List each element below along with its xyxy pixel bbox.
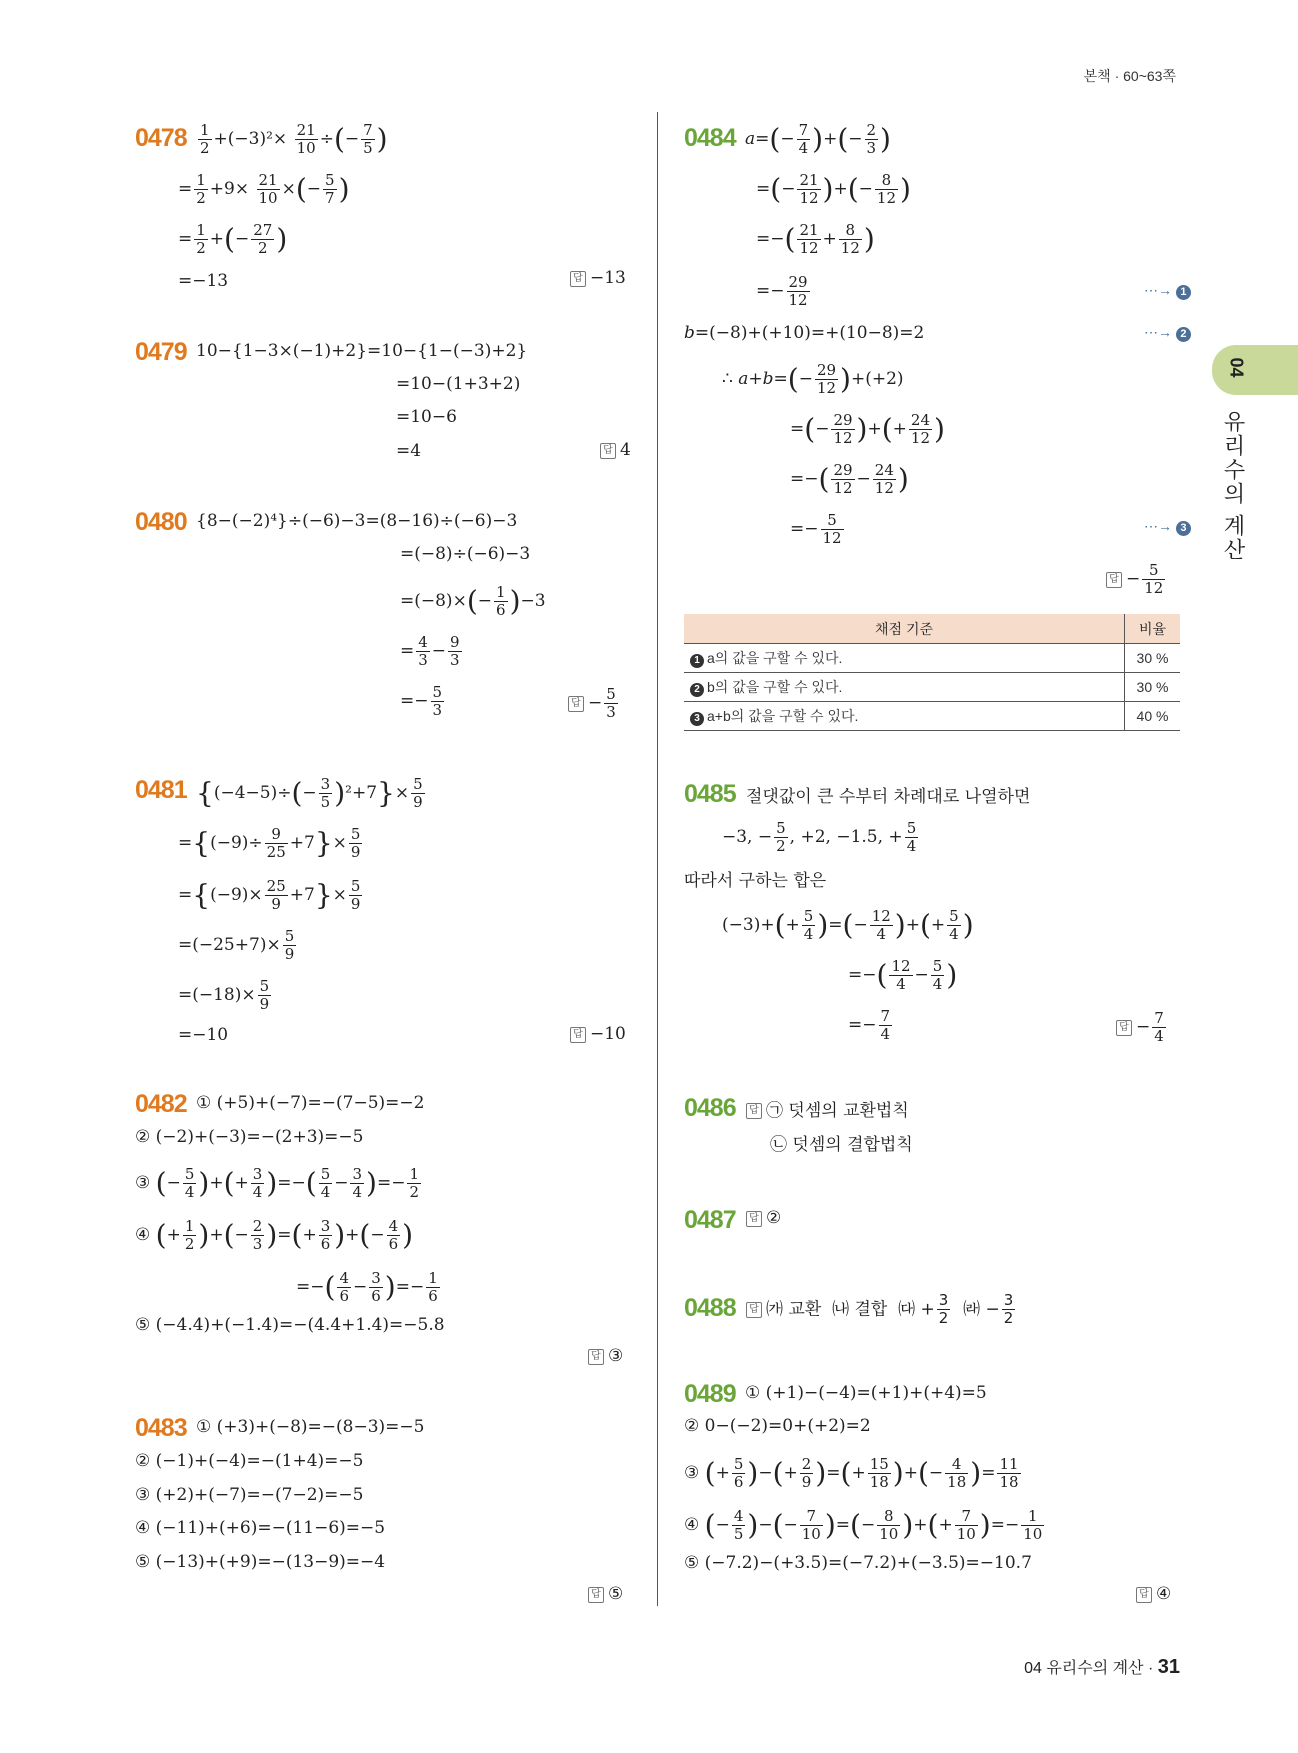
solution-line: ⑤ (−7.2)−(+3.5)=(−7.2)+(−3.5)=−10.7 [684, 1553, 1032, 1573]
solution-line: ④ (+ $\frac{1}{2}$ )+(− $\frac{2}{3}$ )=(+ $\frac{3}{6}$ )+(− $\frac{4}{6}$ ) [135, 1217, 414, 1253]
solution-line: a=(− $\frac{7}{4}$ )+(− $\frac{2}{3}$ ) [745, 121, 891, 157]
solution-text: 따라서 구하는 합은 [684, 871, 827, 891]
solution-line: =10−(1+3+2) [396, 374, 521, 394]
problem-number: 0488 [684, 1294, 736, 1322]
solution-line: ∴ a+b=(− $\frac{29}{12}$ )+(+2) [722, 361, 904, 397]
solution-line: =−( $\frac{29}{12}$ − $\frac{24}{12}$ ) [790, 461, 909, 497]
solution-line: =−( $\frac{12}{4}$ − $\frac{5}{4}$ ) [848, 957, 958, 993]
problem-number: 0482 [135, 1090, 187, 1118]
solution-line: =−( $\frac{21}{12}$ + $\frac{8}{12}$ ) [756, 221, 875, 257]
solution-line: ① (+1)−(−4)=(+1)+(+4)=5 [745, 1383, 987, 1403]
answer: 답 − $\frac{5}{3}$ [568, 686, 620, 721]
answer: ㉡ 덧셈의 결합법칙 [770, 1135, 913, 1155]
page-header: 본책 · 60~63쪽 [1083, 68, 1176, 84]
solution-line: =(−8)×(− $\frac{1}{6}$ )−3 [400, 583, 546, 619]
solution-line: =(−25+7)× $\frac{5}{9}$ [178, 927, 295, 963]
problem-number: 0485 [684, 780, 736, 808]
solution-line: ③ (+2)+(−7)=−(7−2)=−5 [135, 1485, 364, 1505]
step-marker: ⋯→ 3 [1144, 518, 1191, 536]
solution-line: ③ (+ $\frac{5}{6}$ )−(+ $\frac{2}{9}$ )=(+ $\frac{15}{18}$ )+(− $\frac{4}{18}$ )= $\frac{11}{18}$ [684, 1455, 1019, 1491]
solution-line: ⑤ (−4.4)+(−1.4)=−(4.4+1.4)=−5.8 [135, 1315, 445, 1335]
solution-line: =4 [396, 441, 422, 461]
answer: 답 ㈎ 교환 ㈏ 결합 ㈐ + $\frac{3}{2}$ ㈑ − $\frac{3}{2}$ [746, 1292, 1017, 1327]
problem-number: 0484 [684, 124, 736, 152]
solution-line: {(−4−5)÷(− $\frac{3}{5}$ )²+7}× $\frac{5}{9}$ [196, 775, 423, 811]
chapter-tab-title: 유리수의 계산 [1221, 410, 1246, 563]
problem-number: 0480 [135, 508, 187, 536]
solution-line: ④ (−11)+(+6)=−(11−6)=−5 [135, 1518, 386, 1538]
solution-line: =(−8)÷(−6)−3 [400, 544, 531, 564]
chapter-tab-number: 04 [1226, 357, 1247, 378]
problem-number: 0478 [135, 124, 187, 152]
solution-line: ① (+3)+(−8)=−(8−3)=−5 [196, 1417, 425, 1437]
answer: 답 −10 [570, 1024, 626, 1044]
table-row: 3 a+b의 값을 구할 수 있다. 40 % [684, 702, 1180, 731]
solution-line: =− $\frac{5}{12}$ [790, 511, 842, 547]
answer: 답 − $\frac{7}{4}$ [1116, 1010, 1168, 1045]
answer: 답 ⑤ [588, 1584, 623, 1604]
solution-line: −3, − $\frac{5}{2}$ , +2, −1.5, + $\frac{5}{4}$ [722, 819, 917, 855]
solution-line: (−3)+(+ $\frac{5}{4}$ )=(− $\frac{12}{4}$ )+(+ $\frac{5}{4}$ ) [722, 907, 974, 943]
solution-line: =−( $\frac{4}{6}$ − $\frac{3}{6}$ )=− $\frac{1}{6}$ [296, 1269, 438, 1305]
answer: 답 ② [746, 1208, 781, 1228]
table-row: 1 a의 값을 구할 수 있다. 30 % [684, 644, 1180, 673]
solution-line: $\frac{1}{2}$ +(−3)²× $\frac{21}{10}$ ÷(− $\frac{7}{5}$ ) [200, 121, 388, 157]
table-header: 채점 기준 [684, 614, 1125, 644]
solution-line: ② (−1)+(−4)=−(1+4)=−5 [135, 1451, 364, 1471]
problem-number: 0487 [684, 1206, 736, 1234]
solution-line: =−13 [178, 271, 229, 291]
problem-number: 0486 [684, 1094, 736, 1122]
solution-line: ④ (− $\frac{4}{5}$ )−(− $\frac{7}{10}$ )=(− $\frac{8}{10}$ )+(+ $\frac{7}{10}$ )=− $\frac{1}{10}$ [684, 1507, 1043, 1543]
solution-line: = $\frac{1}{2}$ +(− $\frac{27}{2}$ ) [178, 221, 288, 257]
answer: 답 − $\frac{5}{12}$ [1106, 562, 1167, 597]
solution-line: =10−6 [396, 407, 457, 427]
answer: 답 ③ [588, 1346, 623, 1366]
solution-line: ={(−9)÷ $\frac{9}{25}$ +7}× $\frac{5}{9}$ [178, 825, 361, 861]
answer-mark: 답 [570, 271, 586, 287]
table-header: 비율 [1125, 614, 1181, 644]
solution-line: =−10 [178, 1025, 229, 1045]
answer: 답 ㉠ 덧셈의 교환법칙 [746, 1096, 909, 1121]
answer: 답 4 [600, 440, 631, 460]
solution-line: =− $\frac{29}{12}$ [756, 273, 808, 309]
solution-line: =(− $\frac{21}{12}$ )+(− $\frac{8}{12}$ ) [756, 171, 911, 207]
scoring-table [684, 614, 1180, 731]
table-row: 2 b의 값을 구할 수 있다. 30 % [684, 673, 1180, 702]
solution-line: ⑤ (−13)+(+9)=−(13−9)=−4 [135, 1552, 386, 1572]
solution-line: =− $\frac{7}{4}$ [848, 1007, 891, 1043]
answer: 답 −13 [570, 268, 626, 288]
problem-number: 0481 [135, 776, 187, 804]
page-number: 31 [1157, 1656, 1180, 1678]
solution-line: ② 0−(−2)=0+(+2)=2 [684, 1416, 871, 1436]
problem-number: 0489 [684, 1380, 736, 1408]
page-footer: 04 유리수의 계산 · 31 [1024, 1656, 1180, 1678]
solution-line: {8−(−2)⁴}÷(−6)−3=(8−16)÷(−6)−3 [196, 511, 518, 531]
problem-number: 0479 [135, 338, 187, 366]
solution-line: = $\frac{1}{2}$ +9× $\frac{21}{10}$ ×(− $\frac{5}{7}$ ) [178, 171, 350, 207]
solution-line: =− $\frac{5}{3}$ [400, 683, 443, 719]
solution-line: ={(−9)× $\frac{25}{9}$ +7}× $\frac{5}{9}$ [178, 877, 361, 913]
solution-text: 절댓값이 큰 수부터 차례대로 나열하면 [746, 787, 1031, 807]
footer-chapter: 04 유리수의 계산 [1024, 1660, 1144, 1677]
solution-line: =(− $\frac{29}{12}$ )+(+ $\frac{24}{12}$ ) [790, 411, 945, 447]
step-marker: ⋯→ 2 [1144, 324, 1191, 342]
solution-line: =(−18)× $\frac{5}{9}$ [178, 977, 270, 1013]
column-divider [657, 112, 658, 1606]
problem-number: 0483 [135, 1414, 187, 1442]
answer: 답 ④ [1136, 1584, 1171, 1604]
solution-line: ③ (− $\frac{5}{4}$ )+(+ $\frac{3}{4}$ )=−( $\frac{5}{4}$ − $\frac{3}{4}$ )=− $\frac{1}{2}$ [135, 1165, 420, 1201]
solution-line: ① (+5)+(−7)=−(7−5)=−2 [196, 1093, 425, 1113]
step-marker: ⋯→ 1 [1144, 282, 1191, 300]
solution-line: ② (−2)+(−3)=−(2+3)=−5 [135, 1127, 364, 1147]
solution-line: 10−{1−3×(−1)+2}=10−{1−(−3)+2} [196, 341, 528, 361]
solution-line: b=(−8)+(+10)=+(10−8)=2 [684, 323, 925, 343]
solution-line: = $\frac{4}{3}$ − $\frac{9}{3}$ [400, 633, 460, 669]
